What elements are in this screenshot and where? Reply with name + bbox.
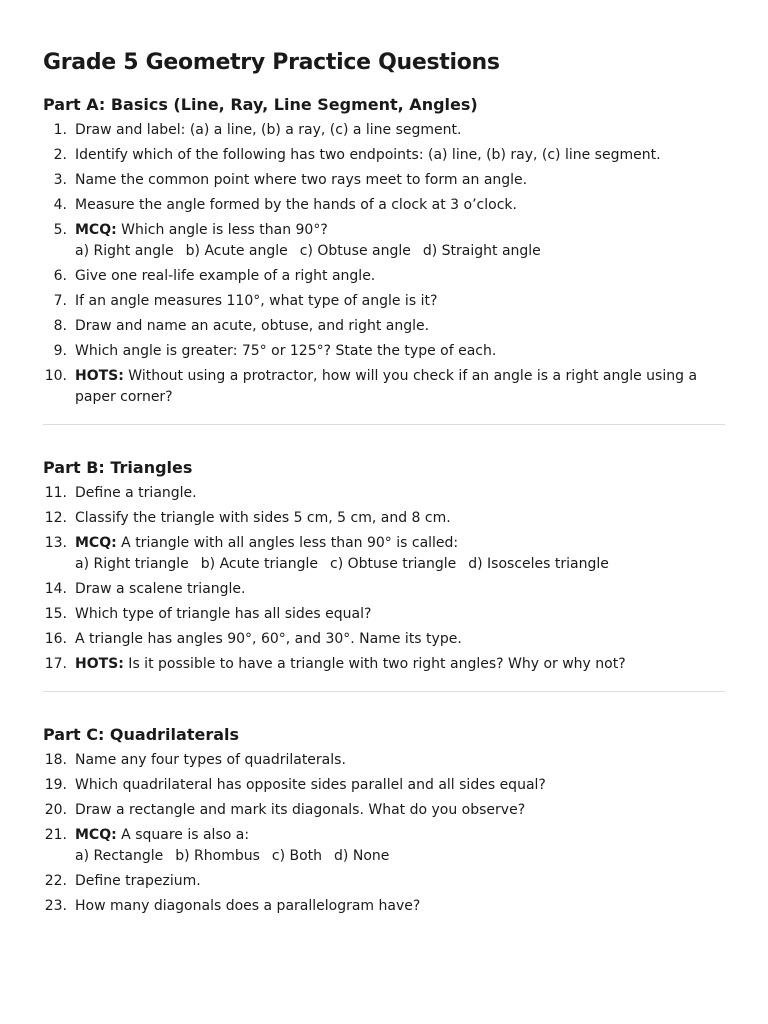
question-item: [43, 195, 725, 216]
question-text: A triangle has angles 90°, 60°, and 30°. Name its type.: [75, 631, 462, 647]
section-divider: [43, 691, 725, 692]
question-number: 4.: [53, 197, 67, 213]
question-number: 23.: [44, 898, 67, 914]
question-body: [75, 533, 725, 575]
question-text: Without using a protractor, how will you check if an angle is a right angle using a paper corner?: [75, 368, 702, 405]
question-list: [43, 120, 725, 408]
question-item: [43, 775, 725, 796]
mcq-option: a) Right triangle: [75, 556, 189, 572]
question-body: [75, 170, 725, 191]
question-number: 19.: [44, 777, 67, 793]
question-item: [43, 825, 725, 867]
question-number: 8.: [53, 318, 67, 334]
mcq-option: d) Straight angle: [422, 243, 541, 259]
mcq-options: [75, 554, 725, 575]
question-text: Define trapezium.: [75, 873, 201, 889]
question-item: [43, 800, 725, 821]
question-number: 12.: [44, 510, 67, 526]
question-text: Draw a rectangle and mark its diagonals. What do you observe?: [75, 802, 526, 818]
question-item: [43, 341, 725, 362]
question-number: 2.: [53, 147, 67, 163]
question-number: 6.: [53, 268, 67, 284]
question-text: Name the common point where two rays meet to form an angle.: [75, 172, 528, 188]
question-number: 18.: [44, 752, 67, 768]
question-item: [43, 266, 725, 287]
question-body: [75, 825, 725, 867]
section-heading: Part B: Triangles: [43, 458, 193, 477]
question-text: Which angle is less than 90°?: [116, 222, 328, 238]
question-tag: HOTS:: [75, 368, 124, 384]
mcq-option: c) Obtuse angle: [299, 243, 411, 259]
question-body: [75, 896, 725, 917]
question-item: [43, 366, 725, 408]
question-text: Is it possible to have a triangle with two right angles? Why or why not?: [123, 656, 626, 672]
mcq-options: [75, 846, 725, 867]
question-text: Which type of triangle has all sides equal?: [75, 606, 372, 622]
mcq-option: a) Right angle: [75, 243, 174, 259]
question-tag: MCQ:: [75, 535, 117, 551]
question-body: [75, 120, 725, 141]
question-text: A triangle with all angles less than 90° is called:: [116, 535, 459, 551]
question-number: 9.: [53, 343, 67, 359]
question-item: [43, 170, 725, 191]
question-text: How many diagonals does a parallelogram have?: [75, 898, 421, 914]
question-item: [43, 483, 725, 504]
question-text: Classify the triangle with sides 5 cm, 5 cm, and 8 cm.: [75, 510, 451, 526]
question-body: [75, 195, 725, 216]
mcq-option: d) Isosceles triangle: [468, 556, 609, 572]
mcq-option: b) Rhombus: [175, 848, 260, 864]
question-number: 16.: [44, 631, 67, 647]
question-body: [75, 508, 725, 529]
question-number: 11.: [44, 485, 67, 501]
section-divider: [43, 424, 725, 425]
mcq-option: d) None: [334, 848, 390, 864]
question-item: [43, 316, 725, 337]
question-number: 17.: [44, 656, 67, 672]
mcq-option: b) Acute angle: [185, 243, 288, 259]
question-body: [75, 654, 725, 675]
question-body: [75, 579, 725, 600]
question-text: Define a triangle.: [75, 485, 197, 501]
question-body: [75, 604, 725, 625]
question-tag: HOTS:: [75, 656, 124, 672]
question-item: [43, 629, 725, 650]
question-item: [43, 896, 725, 917]
mcq-option: c) Obtuse triangle: [330, 556, 457, 572]
question-body: [75, 366, 725, 408]
question-tag: MCQ:: [75, 827, 117, 843]
question-item: [43, 871, 725, 892]
question-text: Name any four types of quadrilaterals.: [75, 752, 346, 768]
question-text: Give one real-life example of a right angle.: [75, 268, 376, 284]
question-number: 1.: [53, 122, 67, 138]
question-item: [43, 508, 725, 529]
question-text: Draw and label: (a) a line, (b) a ray, (c) a line segment.: [75, 122, 462, 138]
question-text: Draw and name an acute, obtuse, and right angle.: [75, 318, 430, 334]
question-body: [75, 871, 725, 892]
question-body: [75, 220, 725, 262]
question-body: [75, 483, 725, 504]
question-text: Identify which of the following has two endpoints: (a) line, (b) ray, (c) line segment.: [75, 147, 661, 163]
question-list: [43, 750, 725, 917]
question-body: [75, 341, 725, 362]
question-number: 15.: [44, 606, 67, 622]
question-text: A square is also a:: [116, 827, 250, 843]
section-heading: Part A: Basics (Line, Ray, Line Segment, Angles): [43, 95, 478, 114]
question-text: Measure the angle formed by the hands of a clock at 3 o’clock.: [75, 197, 517, 213]
question-text: Which angle is greater: 75° or 125°? State the type of each.: [75, 343, 497, 359]
question-body: [75, 291, 725, 312]
question-number: 21.: [44, 827, 67, 843]
question-body: [75, 750, 725, 771]
question-number: 3.: [53, 172, 67, 188]
question-item: [43, 145, 725, 166]
question-body: [75, 266, 725, 287]
question-tag: MCQ:: [75, 222, 117, 238]
question-body: [75, 800, 725, 821]
question-item: [43, 120, 725, 141]
question-number: 20.: [44, 802, 67, 818]
question-item: [43, 750, 725, 771]
question-item: [43, 604, 725, 625]
question-text: If an angle measures 110°, what type of angle is it?: [75, 293, 438, 309]
question-number: 13.: [44, 535, 67, 551]
question-item: [43, 291, 725, 312]
question-number: 5.: [53, 222, 67, 238]
page-title: Grade 5 Geometry Practice Questions: [43, 50, 500, 75]
question-body: [75, 145, 725, 166]
question-number: 10.: [44, 368, 67, 384]
mcq-option: a) Rectangle: [75, 848, 164, 864]
question-item: [43, 220, 725, 262]
sections-container: [43, 94, 725, 917]
mcq-options: [75, 241, 725, 262]
mcq-option: c) Both: [271, 848, 323, 864]
question-number: 7.: [53, 293, 67, 309]
question-item: [43, 654, 725, 675]
question-body: [75, 629, 725, 650]
question-number: 22.: [44, 873, 67, 889]
question-list: [43, 483, 725, 675]
question-body: [75, 775, 725, 796]
question-body: [75, 316, 725, 337]
question-item: [43, 533, 725, 575]
question-item: [43, 579, 725, 600]
question-number: 14.: [44, 581, 67, 597]
mcq-option: b) Acute triangle: [200, 556, 319, 572]
section-heading: Part C: Quadrilaterals: [43, 725, 240, 744]
question-text: Which quadrilateral has opposite sides parallel and all sides equal?: [75, 777, 546, 793]
question-text: Draw a scalene triangle.: [75, 581, 246, 597]
